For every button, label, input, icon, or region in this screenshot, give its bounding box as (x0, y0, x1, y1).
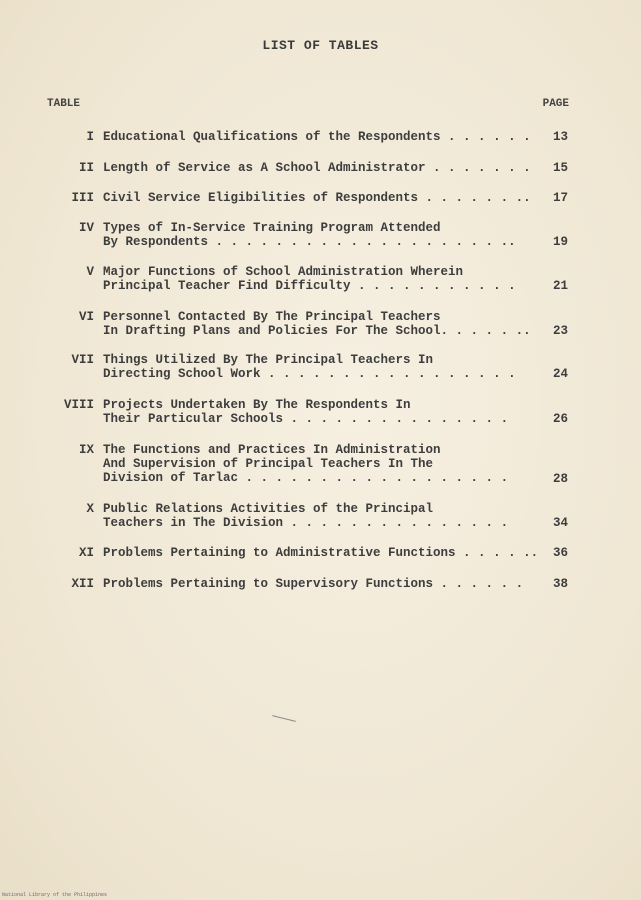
page-number: 21 (552, 279, 568, 293)
table-number: IX (78, 443, 94, 457)
table-title: Types of In-Service Training Program Attended By Respondents . . . . . . . . . . . . . . . . . . . .. (103, 221, 516, 249)
table-number: III (71, 191, 94, 205)
page-title: LIST OF TABLES (262, 38, 379, 53)
table-title: The Functions and Practices In Administration And Supervision of Principal Teachers In The Division of Tarlac . . . . . . . . . . . . . . . . . . (103, 443, 509, 485)
table-number: XII (71, 577, 94, 591)
page-number: 23 (552, 324, 568, 338)
table-title: Length of Service as A School Administrator . . . . . . . (103, 161, 531, 175)
table-number: VIII (63, 398, 94, 412)
table-title: Things Utilized By The Principal Teachers In Directing School Work . . . . . . . . . . . . . . . . . (103, 353, 516, 381)
page-number: 38 (552, 577, 568, 591)
page-number: 13 (552, 130, 568, 144)
table-number: X (86, 502, 94, 516)
table-title: Civil Service Eligibilities of Respondents . . . . . . .. (103, 191, 531, 205)
page-number: 28 (552, 472, 568, 486)
table-title: Personnel Contacted By The Principal Teachers In Drafting Plans and Policies For The School. . . . . .. (103, 310, 531, 338)
table-number: VII (71, 353, 94, 367)
page-column-header: PAGE (542, 98, 569, 110)
page-number: 34 (552, 516, 568, 530)
table-title: Problems Pertaining to Supervisory Functions . . . . . . (103, 577, 524, 591)
table-column-header: TABLE (47, 98, 81, 110)
page-number: 17 (552, 191, 568, 205)
table-title: Problems Pertaining to Administrative Functions . . . . .. (103, 546, 539, 560)
table-title: Public Relations Activities of the Principal Teachers in The Division . . . . . . . . . . . . . . . (103, 502, 509, 530)
table-number: V (86, 265, 94, 279)
table-number: IV (78, 221, 94, 235)
page-number: 24 (552, 367, 568, 381)
page-number: 36 (552, 546, 568, 560)
table-number: XI (78, 546, 94, 560)
page-number: 26 (552, 412, 568, 426)
table-title: Major Functions of School Administration Wherein Principal Teacher Find Difficulty . . . . . . . . . . . (103, 265, 516, 293)
table-number: II (78, 161, 94, 175)
table-number: I (86, 130, 94, 144)
table-title: Educational Qualifications of the Respondents . . . . . . (103, 130, 531, 144)
page-number: 19 (552, 235, 568, 249)
table-number: VI (78, 310, 94, 324)
table-title: Projects Undertaken By The Respondents In Their Particular Schools . . . . . . . . . . . . . . . (103, 398, 509, 426)
page-number: 15 (552, 161, 568, 175)
pen-mark (272, 715, 296, 722)
footer-credit: National Library of the Philippines (2, 892, 108, 898)
